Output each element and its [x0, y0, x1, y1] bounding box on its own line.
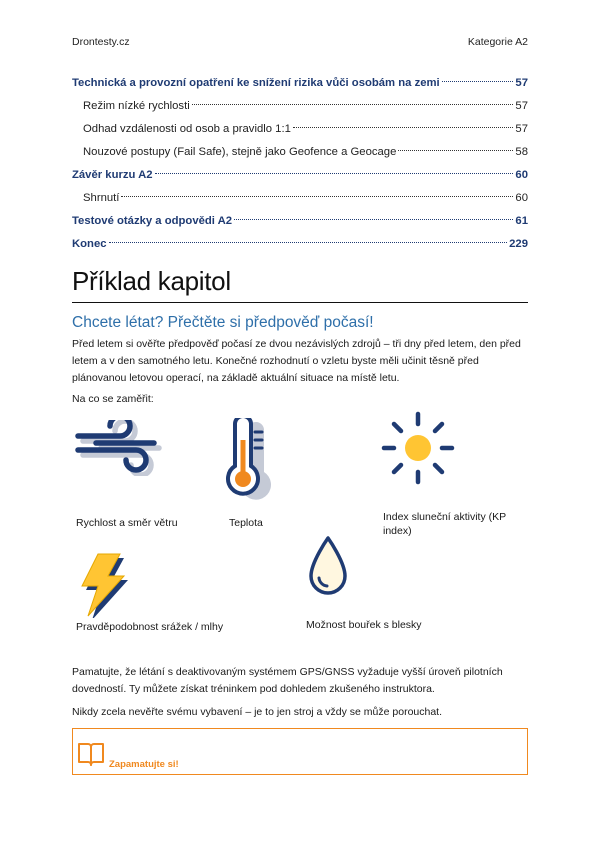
- toc-entry-label: Nouzové postupy (Fail Safe), stejně jako Geofence a Geocage: [83, 146, 397, 158]
- item-caption: Index sluneční aktivity (KP index): [383, 511, 506, 537]
- toc-leader: [398, 150, 513, 151]
- toc-entry[interactable]: [72, 72, 528, 95]
- toc-entry[interactable]: [72, 210, 528, 233]
- toc-leader: [293, 127, 514, 128]
- toc-leader: [109, 242, 508, 243]
- equipment-note: Nikdy zcela nevěřte svému vybavení – je to jen stroj a vždy se může porouchat.: [72, 706, 443, 718]
- gps-note: Pamatujte, že létání s deaktivovaným systémem GPS/GNSS vyžaduje vyšší úroveň pilotních dovedností. Ty můžete získat tréninkem pod dohledem zkušeného instruktora.: [72, 666, 503, 695]
- toc-entry-label: Shrnutí: [83, 192, 120, 204]
- table-of-contents: [72, 72, 528, 256]
- toc-entry[interactable]: [72, 164, 528, 187]
- remember-box: [72, 728, 528, 775]
- wind-icon: [74, 420, 170, 476]
- toc-leader: [121, 196, 513, 197]
- toc-entry-page: 60: [515, 169, 528, 181]
- toc-entry[interactable]: [72, 95, 528, 118]
- droplet-icon: [303, 534, 355, 600]
- section-title: Příklad kapitol: [72, 266, 231, 296]
- toc-entry-label: Odhad vzdálenosti od osob a pravidlo 1:1: [83, 123, 291, 135]
- toc-leader: [234, 219, 513, 220]
- toc-entry[interactable]: [72, 118, 528, 141]
- toc-leader: [192, 104, 514, 105]
- toc-entry[interactable]: [72, 233, 528, 256]
- intro-paragraph: Před letem si ověřte předpověď počasí ze dvou nezávislých zdrojů – tři dny před letem, den před letem a v den samotného letu. Konečné rozhodnutí o vzletu byste měli učinit těsně před plánovanou letovou operací, na základě aktuální situace na místě letu.: [72, 338, 521, 384]
- thermometer-icon: [222, 418, 278, 502]
- item-caption: Rychlost a směr větru: [76, 517, 178, 529]
- remember-label: Zapamatujte si!: [109, 759, 179, 770]
- toc-entry-page: 60: [515, 192, 528, 204]
- toc-entry-label: Technická a provozní opatření ke snížení rizika vůči osobám na zemi: [72, 77, 440, 89]
- toc-entry-page: 229: [509, 238, 528, 250]
- item-caption: Teplota: [229, 517, 263, 529]
- toc-entry-label: Testové otázky a odpovědi A2: [72, 215, 233, 227]
- toc-entry-page: 61: [515, 215, 528, 227]
- header-site-name: Drontesty.cz: [72, 36, 130, 48]
- toc-entry[interactable]: [72, 141, 528, 164]
- subsection-title: Chcete létat? Přečtěte si předpověď počasí!: [72, 314, 374, 331]
- toc-entry-page: 57: [515, 100, 528, 112]
- toc-entry-page: 57: [515, 77, 528, 89]
- lightning-icon: [74, 548, 134, 618]
- item-caption: Možnost bouřek s blesky: [306, 619, 422, 631]
- toc-entry-page: 57: [515, 123, 528, 135]
- toc-leader: [442, 81, 514, 82]
- item-caption: Pravděpodobnost srážek / mlhy: [76, 621, 224, 633]
- toc-leader: [155, 173, 514, 174]
- header-category: Kategorie A2: [467, 36, 528, 48]
- focus-label: Na co se zaměřit:: [72, 393, 154, 405]
- toc-entry[interactable]: [72, 187, 528, 210]
- page-header: [72, 36, 528, 48]
- toc-entry-label: Konec: [72, 238, 107, 250]
- book-icon: [77, 741, 105, 767]
- section-divider: [72, 302, 528, 303]
- sun-icon: [380, 410, 456, 486]
- toc-entry-page: 58: [515, 146, 528, 158]
- toc-entry-label: Závěr kurzu A2: [72, 169, 153, 181]
- toc-entry-label: Režim nízké rychlosti: [83, 100, 190, 112]
